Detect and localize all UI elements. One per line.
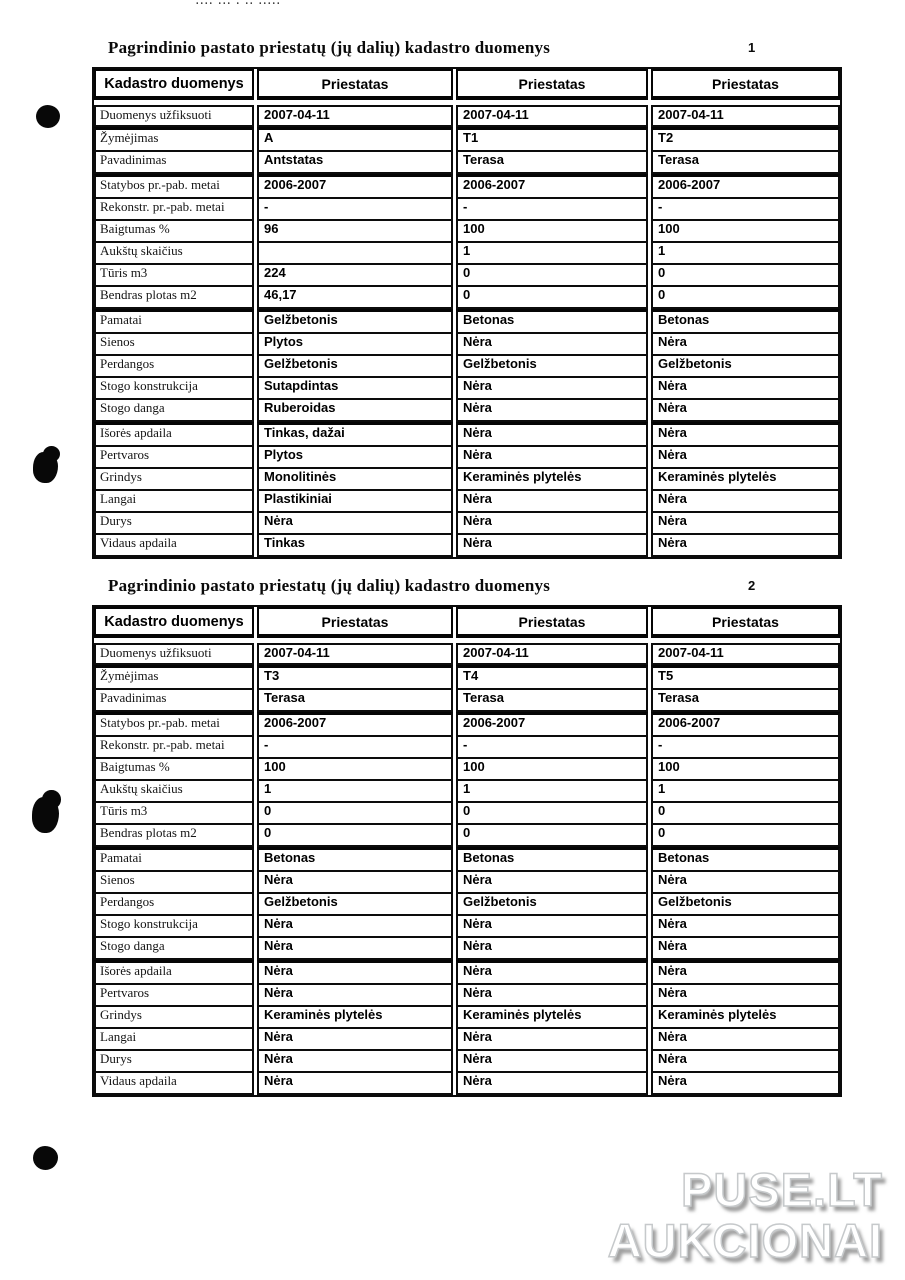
ink-blot-mark [32,797,59,833]
value-cell: Gelžbetonis [651,894,840,916]
value-cell: 0 [257,803,453,825]
row-label-cell: Vidaus apdaila [94,535,254,557]
row-label-cell: Baigtumas % [94,221,254,243]
row-label-cell: Sienos [94,872,254,894]
watermark-line-1: PUSE.LT [681,1163,883,1216]
header-cell: Priestatas [257,607,453,638]
row-label-cell: Išorės apdaila [94,960,254,985]
row-label-cell: Grindys [94,469,254,491]
value-cell: Nėra [456,872,648,894]
value-cell: 2007-04-11 [456,643,648,665]
row-label-cell: Perdangos [94,356,254,378]
value-cell: 0 [257,825,453,847]
hole-punch-mark [33,1146,58,1170]
header-cell: Kadastro duomenys [94,69,254,100]
value-cell: Nėra [651,535,840,557]
value-cell: 96 [257,221,453,243]
row-label-cell: Duomenys užfiksuoti [94,105,254,127]
value-cell: Nėra [456,378,648,400]
value-cell: Sutapdintas [257,378,453,400]
value-cell: 0 [456,287,648,309]
row-label-cell: Duomenys užfiksuoti [94,643,254,665]
row-label-cell: Pavadinimas [94,690,254,712]
row-label-cell: Stogo danga [94,938,254,960]
value-cell: Betonas [257,847,453,872]
value-cell: T2 [651,127,840,152]
value-cell: Tinkas, dažai [257,422,453,447]
value-cell: T3 [257,665,453,690]
row-label-cell: Bendras plotas m2 [94,825,254,847]
row-label-cell: Žymėjimas [94,665,254,690]
value-cell: Nėra [456,491,648,513]
value-cell: Nėra [456,938,648,960]
value-cell: Nėra [257,1073,453,1095]
value-cell: 0 [456,803,648,825]
section-title-row [108,576,852,600]
value-cell: Keraminės plytelės [456,1007,648,1029]
value-cell: - [651,199,840,221]
value-cell: Nėra [651,400,840,422]
value-cell: Nėra [257,938,453,960]
value-cell: Gelžbetonis [456,894,648,916]
value-cell [257,243,453,265]
value-cell: 2006-2007 [456,712,648,737]
cadastre-table-grid [94,69,840,557]
value-cell: 1 [257,781,453,803]
value-cell: 2006-2007 [257,174,453,199]
row-label-cell: Pamatai [94,847,254,872]
value-cell: 2007-04-11 [456,105,648,127]
section-title: Pagrindinio pastato priestatų (jų dalių) kadastro duomenys [108,576,551,595]
row-label-cell: Grindys [94,1007,254,1029]
value-cell: Gelžbetonis [257,894,453,916]
value-cell: 100 [651,759,840,781]
row-label-cell: Išorės apdaila [94,422,254,447]
watermark-line-2: AUKCIONAI [607,1214,883,1267]
value-cell: T5 [651,665,840,690]
row-label-cell: Tūris m3 [94,803,254,825]
value-cell: 1 [456,243,648,265]
cadastre-table-grid [94,607,840,1095]
value-cell: Gelžbetonis [257,356,453,378]
value-cell: Nėra [456,400,648,422]
value-cell: Plytos [257,447,453,469]
value-cell: T4 [456,665,648,690]
section-title: Pagrindinio pastato priestatų (jų dalių) kadastro duomenys [108,38,551,57]
value-cell: 1 [651,243,840,265]
header-cell: Priestatas [651,607,840,638]
cadastre-table [92,605,842,1097]
value-cell: Ruberoidas [257,400,453,422]
header-cell: Kadastro duomenys [94,607,254,638]
value-cell: Nėra [257,1051,453,1073]
value-cell: 0 [456,265,648,287]
row-label-cell: Stogo danga [94,400,254,422]
section-title-row [108,38,852,62]
value-cell: Nėra [456,1051,648,1073]
row-label-cell: Pavadinimas [94,152,254,174]
value-cell: 100 [651,221,840,243]
value-cell: Terasa [456,690,648,712]
value-cell: Nėra [257,916,453,938]
value-cell: Nėra [651,334,840,356]
value-cell: Nėra [456,960,648,985]
watermark [608,1164,883,1266]
cadastre-table-section-2 [92,576,852,1097]
value-cell: 2006-2007 [651,174,840,199]
value-cell: Nėra [257,1029,453,1051]
row-label-cell: Stogo konstrukcija [94,378,254,400]
cadastre-table-section-1 [92,38,852,559]
row-label-cell: Durys [94,513,254,535]
value-cell: Nėra [651,422,840,447]
value-cell: 2007-04-11 [651,643,840,665]
value-cell: Keraminės plytelės [257,1007,453,1029]
value-cell: 0 [651,287,840,309]
value-cell: Betonas [651,847,840,872]
value-cell: 100 [456,221,648,243]
value-cell: Nėra [651,985,840,1007]
value-cell: Nėra [257,960,453,985]
value-cell: Gelžbetonis [651,356,840,378]
row-label-cell: Pamatai [94,309,254,334]
value-cell: 0 [651,825,840,847]
row-label-cell: Langai [94,491,254,513]
scan-artifact-text: .... ... . .. ..... [196,0,282,7]
value-cell: 2007-04-11 [257,643,453,665]
row-label-cell: Langai [94,1029,254,1051]
value-cell: - [456,199,648,221]
value-cell: Nėra [651,1029,840,1051]
header-cell: Priestatas [651,69,840,100]
value-cell: 100 [456,759,648,781]
ink-blot-mark [33,452,58,483]
value-cell: Betonas [456,309,648,334]
value-cell: 0 [456,825,648,847]
value-cell: 46,17 [257,287,453,309]
value-cell: A [257,127,453,152]
row-label-cell: Tūris m3 [94,265,254,287]
value-cell: Nėra [456,1029,648,1051]
value-cell: Tinkas [257,535,453,557]
value-cell: Keraminės plytelės [651,1007,840,1029]
value-cell: 0 [651,265,840,287]
row-label-cell: Stogo konstrukcija [94,916,254,938]
hole-punch-mark [36,105,60,128]
value-cell: Terasa [651,152,840,174]
value-cell: Nėra [456,422,648,447]
row-label-cell: Vidaus apdaila [94,1073,254,1095]
value-cell: 2006-2007 [257,712,453,737]
value-cell: Keraminės plytelės [456,469,648,491]
page-number: 1 [748,40,756,55]
value-cell: Nėra [651,513,840,535]
document-content [92,38,852,1114]
value-cell: 224 [257,265,453,287]
row-label-cell: Statybos pr.-pab. metai [94,712,254,737]
value-cell: 1 [651,781,840,803]
value-cell: 2007-04-11 [257,105,453,127]
row-label-cell: Bendras plotas m2 [94,287,254,309]
value-cell: 0 [651,803,840,825]
value-cell: - [257,199,453,221]
page-number: 2 [748,578,756,593]
value-cell: Gelžbetonis [456,356,648,378]
value-cell: - [257,737,453,759]
value-cell: 2007-04-11 [651,105,840,127]
value-cell: Nėra [651,447,840,469]
value-cell: Nėra [456,447,648,469]
value-cell: Nėra [651,872,840,894]
row-label-cell: Rekonstr. pr.-pab. metai [94,737,254,759]
row-label-cell: Pertvaros [94,447,254,469]
value-cell: 2006-2007 [456,174,648,199]
value-cell: Betonas [651,309,840,334]
value-cell: Nėra [651,1073,840,1095]
row-label-cell: Baigtumas % [94,759,254,781]
header-cell: Priestatas [456,69,648,100]
value-cell: Nėra [651,378,840,400]
value-cell: Nėra [651,938,840,960]
row-label-cell: Aukštų skaičius [94,781,254,803]
value-cell: Nėra [456,334,648,356]
value-cell: Gelžbetonis [257,309,453,334]
row-label-cell: Statybos pr.-pab. metai [94,174,254,199]
value-cell: Terasa [456,152,648,174]
value-cell: 100 [257,759,453,781]
row-label-cell: Perdangos [94,894,254,916]
value-cell: Nėra [651,960,840,985]
row-label-cell: Žymėjimas [94,127,254,152]
value-cell: Terasa [257,690,453,712]
value-cell: Nėra [456,985,648,1007]
value-cell: Plytos [257,334,453,356]
value-cell: Nėra [456,916,648,938]
value-cell: Nėra [257,513,453,535]
row-label-cell: Rekonstr. pr.-pab. metai [94,199,254,221]
value-cell: - [456,737,648,759]
value-cell: Nėra [456,513,648,535]
value-cell: Monolitinės [257,469,453,491]
cadastre-table [92,67,842,559]
value-cell: T1 [456,127,648,152]
header-cell: Priestatas [257,69,453,100]
value-cell: Nėra [257,872,453,894]
value-cell: Nėra [456,535,648,557]
value-cell: 1 [456,781,648,803]
value-cell: Antstatas [257,152,453,174]
header-cell: Priestatas [456,607,648,638]
value-cell: Betonas [456,847,648,872]
value-cell: Nėra [257,985,453,1007]
value-cell: - [651,737,840,759]
value-cell: Nėra [651,916,840,938]
row-label-cell: Durys [94,1051,254,1073]
row-label-cell: Sienos [94,334,254,356]
value-cell: Keraminės plytelės [651,469,840,491]
value-cell: Plastikiniai [257,491,453,513]
row-label-cell: Pertvaros [94,985,254,1007]
value-cell: Nėra [651,491,840,513]
value-cell: Nėra [651,1051,840,1073]
row-label-cell: Aukštų skaičius [94,243,254,265]
value-cell: 2006-2007 [651,712,840,737]
value-cell: Nėra [456,1073,648,1095]
value-cell: Terasa [651,690,840,712]
